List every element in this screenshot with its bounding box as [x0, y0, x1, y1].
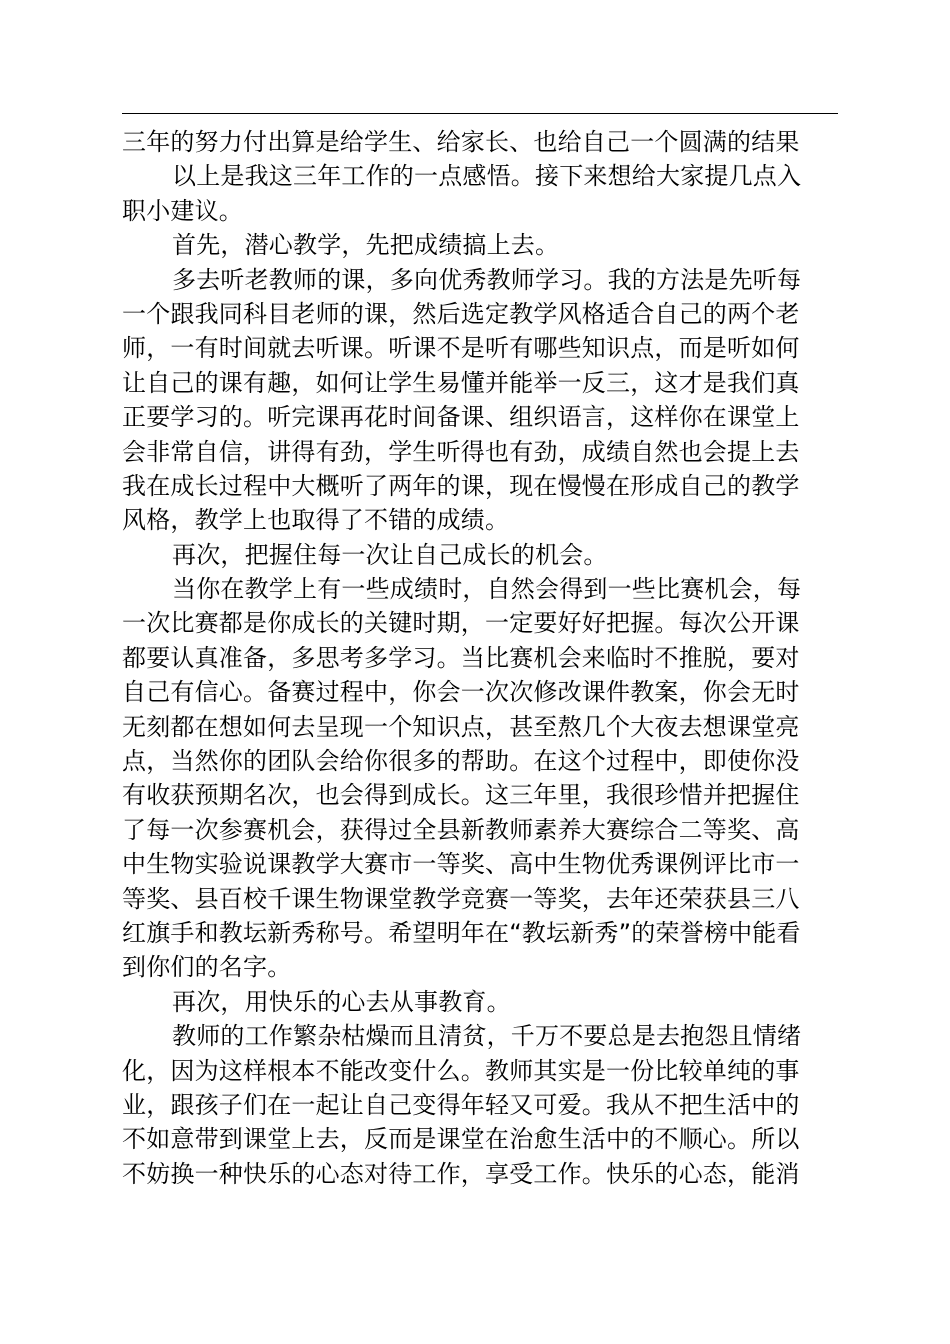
body-text: [122, 125, 838, 1191]
text-line: 教师的工作繁杂枯燥而且清贫，千万不要总是去抱怨且情绪: [172, 1022, 802, 1051]
text-line: 都要认真准备，多思考多学习。当比赛机会来临时不推脱，要对: [122, 643, 800, 672]
text-line: 中生物实验说课教学大赛市一等奖、高中生物优秀课例评比市一: [122, 850, 800, 879]
text-line: 一个跟我同科目老师的课，然后选定教学风格适合自己的两个老: [122, 299, 800, 328]
text-line: 三年的努力付出算是给学生、给家长、也给自己一个圆满的结果: [122, 128, 800, 156]
text-line: 业，跟孩子们在一起让自己变得年轻又可爱。我从不把生活中的: [122, 1090, 800, 1119]
text-line: 到你们的名字。: [122, 953, 292, 982]
text-line: 化，因为这样根本不能改变什么。教师其实是一份比较单纯的事: [122, 1056, 800, 1085]
text-line: 以上是我这三年工作的一点感悟。接下来想给大家提几点入: [172, 162, 802, 191]
text-line: 再次，把握住每一次让自己成长的机会。: [172, 540, 608, 569]
text-line: 正要学习的。听完课再花时间备课、组织语言，这样你在课堂上: [122, 403, 800, 432]
text-line: 让自己的课有趣，如何让学生易懂并能举一反三，这才是我们真: [122, 368, 800, 397]
text-line: 不妨换一种快乐的心态对待工作，享受工作。快乐的心态，能消: [122, 1159, 800, 1188]
text-line: 点，当然你的团队会给你很多的帮助。在这个过程中，即使你没: [122, 747, 800, 776]
text-line: 有收获预期名次，也会得到成长。这三年里，我很珍惜并把握住: [122, 781, 800, 810]
text-line: 职小建议。: [122, 196, 243, 225]
text-line: 一次比赛都是你成长的关键时期，一定要好好把握。每次公开课: [122, 609, 800, 638]
text-line: 风格，教学上也取得了不错的成绩。: [122, 506, 510, 535]
text-line: 会非常自信，讲得有劲，学生听得也有劲，成绩自然也会提上去: [122, 437, 800, 466]
header-rule: [122, 113, 838, 114]
text-line: 红旗手和教坛新秀称号。希望明年在“教坛新秀”的荣誉榜中能看: [122, 918, 801, 947]
text-line: 师，一有时间就去听课。听课不是听有哪些知识点，而是听如何: [122, 334, 800, 363]
text-line: 当你在教学上有一些成绩时，自然会得到一些比赛机会，每: [172, 575, 802, 604]
text-line: 自己有信心。备赛过程中，你会一次次修改课件教案，你会无时: [122, 678, 800, 707]
text-line: 多去听老教师的课，多向优秀教师学习。我的方法是先听每: [172, 265, 802, 294]
text-line: 不如意带到课堂上去，反而是课堂在治愈生活中的不顺心。所以: [122, 1125, 800, 1154]
text-line: 首先，潜心教学，先把成绩搞上去。: [172, 231, 560, 260]
text-line: 我在成长过程中大概听了两年的课，现在慢慢在形成自己的教学: [122, 471, 800, 500]
text-line: 无刻都在想如何去呈现一个知识点，甚至熬几个大夜去想课堂亮: [122, 712, 800, 741]
text-line: 了每一次参赛机会，获得过全县新教师素养大赛综合二等奖、高: [122, 815, 800, 844]
text-line: 等奖、县百校千课生物课堂教学竞赛一等奖，去年还荣获县三八: [122, 884, 800, 913]
text-line: 再次，用快乐的心去从事教育。: [172, 987, 511, 1016]
